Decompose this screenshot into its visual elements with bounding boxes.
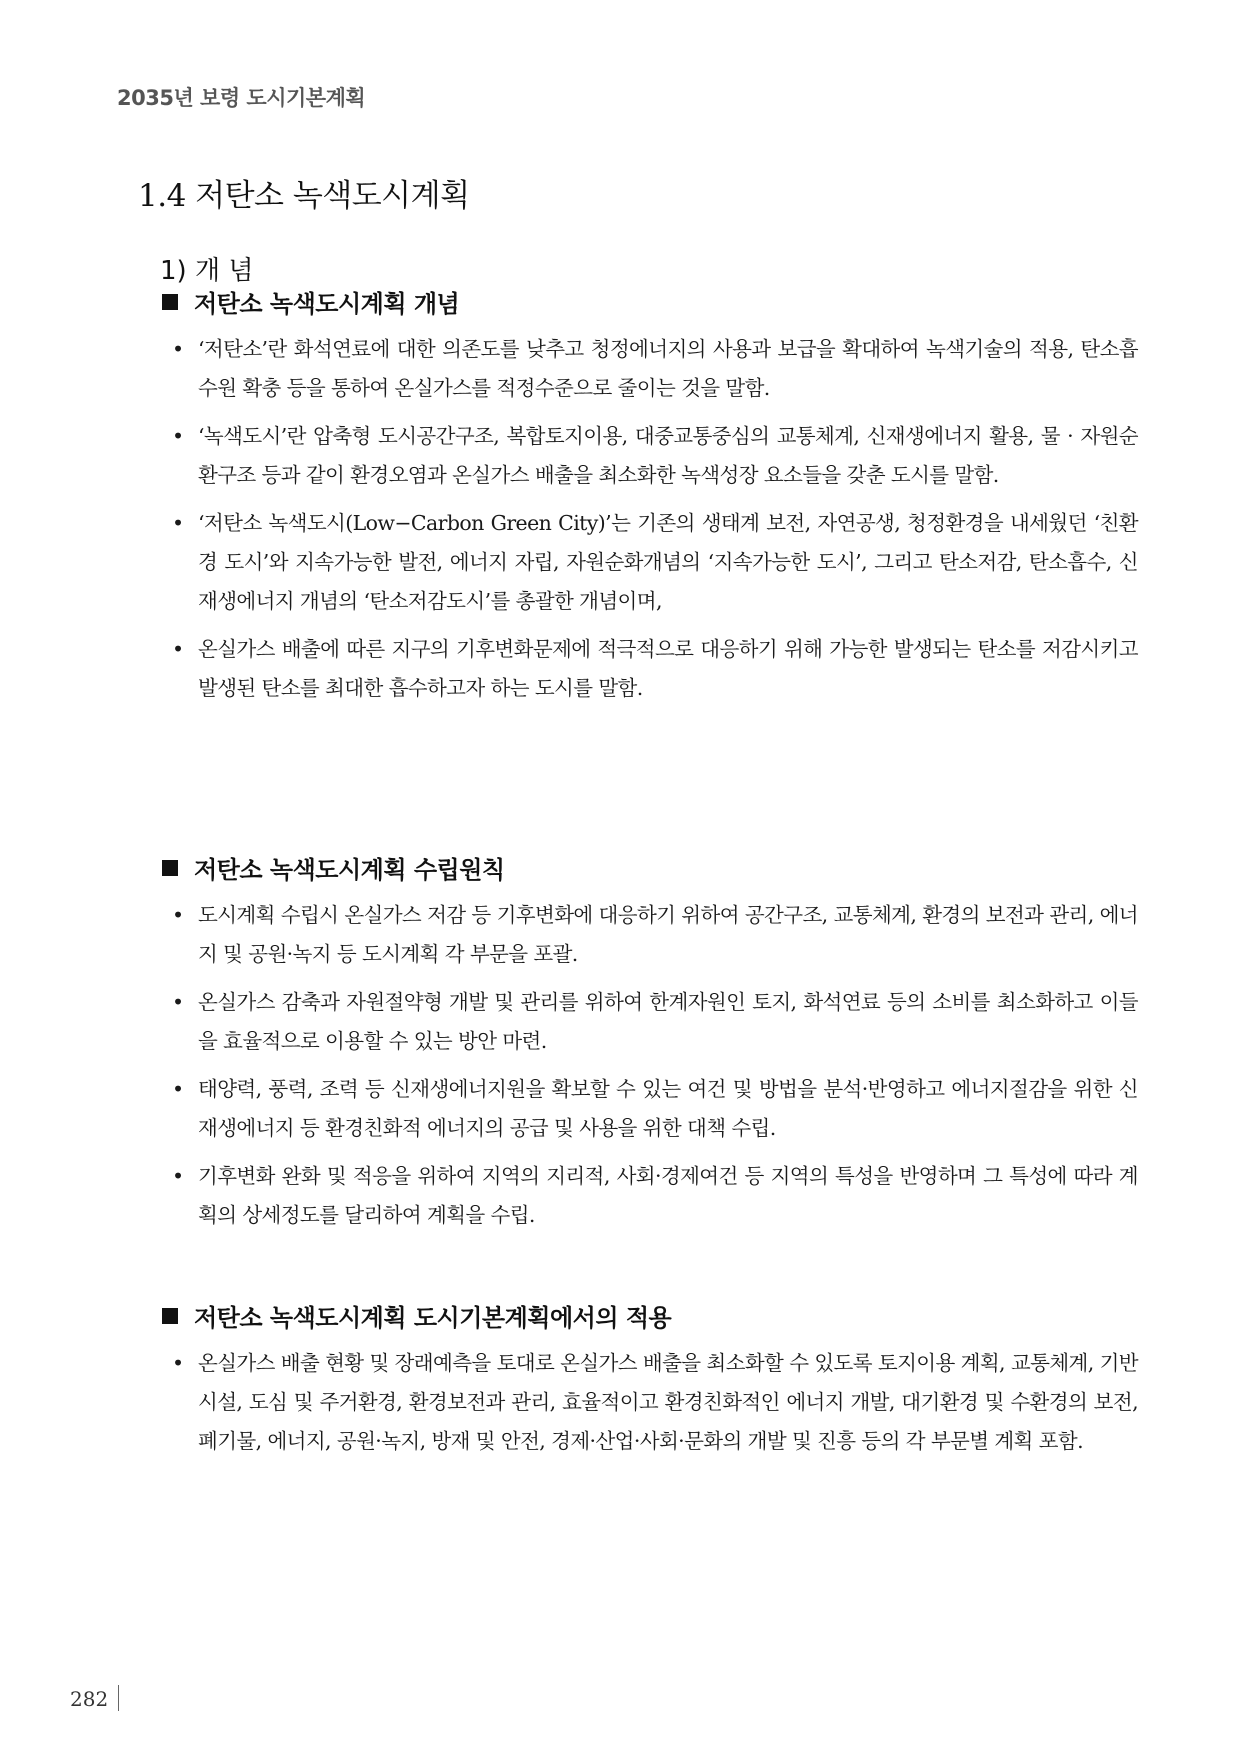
bullet-list-application: [170, 1344, 1138, 1470]
list-item: [170, 1344, 1138, 1461]
bullet-dot-icon: •: [172, 1351, 184, 1375]
list-item: [170, 330, 1138, 408]
block-heading-concept: [162, 284, 459, 319]
block-heading-text: 저탄소 녹색도시계획 수립원칙: [194, 856, 505, 884]
bullet-dot-icon: •: [172, 1164, 184, 1188]
list-item-text: 기후변화 완화 및 적응을 위하여 지역의 지리적, 사회·경제여건 등 지역의 특성을 반영하며 그 특성에 따라 계획의 상세정도를 달리하여 계획을 수립.: [198, 1164, 1138, 1227]
list-item: [170, 630, 1138, 708]
bullet-dot-icon: •: [172, 637, 184, 661]
block-heading-principles: [162, 850, 505, 885]
page-number-divider: [118, 1685, 119, 1711]
bullet-dot-icon: •: [172, 511, 184, 535]
list-item-text: ‘저탄소 녹색도시(Low−Carbon Green City)’는 기존의 생태계 보전, 자연공생, 청정환경을 내세웠던 ‘친환경 도시’와 지속가능한 발전, 에너지 자립, 자원순화개념의 ‘지속가능한 도시’, 그리고 탄소저감, 탄소흡수, 신재생에너지 개념의 ‘탄소저감도시’를 총괄한 개념이며,: [198, 511, 1138, 613]
list-item-text: 태양력, 풍력, 조력 등 신재생에너지원을 확보할 수 있는 여건 및 방법을 분석·반영하고 에너지절감을 위한 신재생에너지 등 환경친화적 에너지의 공급 및 사용을 위한 대책 수립.: [198, 1077, 1138, 1140]
list-item: [170, 504, 1138, 621]
bullet-dot-icon: •: [172, 903, 184, 927]
list-item: [170, 896, 1138, 974]
list-item-text: 도시계획 수립시 온실가스 저감 등 기후변화에 대응하기 위하여 공간구조, 교통체계, 환경의 보전과 관리, 에너지 및 공원·녹지 등 도시계획 각 부문을 포괄.: [198, 903, 1138, 966]
list-item: [170, 983, 1138, 1061]
list-item: [170, 1157, 1138, 1235]
black-square-icon: [162, 860, 178, 876]
bullet-dot-icon: •: [172, 337, 184, 361]
bullet-dot-icon: •: [172, 424, 184, 448]
page-number: 282: [70, 1687, 109, 1711]
block-heading-text: 저탄소 녹색도시계획 도시기본계획에서의 적용: [194, 1304, 672, 1332]
list-item-text: ‘저탄소’란 화석연료에 대한 의존도를 낮추고 청정에너지의 사용과 보급을 확대하여 녹색기술의 적용, 탄소흡수원 확충 등을 통하여 온실가스를 적정수준으로 줄이는 것을 말함.: [198, 337, 1138, 400]
running-header: 2035년 보령 도시기본계획: [117, 86, 366, 110]
bullet-list-principles: [170, 896, 1138, 1244]
bullet-dot-icon: •: [172, 990, 184, 1014]
bullet-list-concept: [170, 330, 1138, 717]
list-item: [170, 417, 1138, 495]
black-square-icon: [162, 1308, 178, 1324]
section-title: 1) 개 념: [160, 256, 254, 286]
black-square-icon: [162, 294, 178, 310]
list-item-text: 온실가스 배출에 따른 지구의 기후변화문제에 적극적으로 대응하기 위해 가능한 발생되는 탄소를 저감시키고 발생된 탄소를 최대한 흡수하고자 하는 도시를 말함.: [198, 637, 1138, 700]
list-item-text: ‘녹색도시’란 압축형 도시공간구조, 복합토지이용, 대중교통중심의 교통체계, 신재생에너지 활용, 물 · 자원순환구조 등과 같이 환경오염과 온실가스 배출을 최소화한 녹색성장 요소들을 갖춘 도시를 말함.: [198, 424, 1138, 487]
block-heading-application: [162, 1298, 671, 1333]
chapter-title: 1.4 저탄소 녹색도시계획: [138, 178, 470, 214]
block-heading-text: 저탄소 녹색도시계획 개념: [194, 290, 460, 318]
bullet-dot-icon: •: [172, 1077, 184, 1101]
list-item: [170, 1070, 1138, 1148]
list-item-text: 온실가스 감축과 자원절약형 개발 및 관리를 위하여 한계자원인 토지, 화석연료 등의 소비를 최소화하고 이들을 효율적으로 이용할 수 있는 방안 마련.: [198, 990, 1138, 1053]
list-item-text: 온실가스 배출 현황 및 장래예측을 토대로 온실가스 배출을 최소화할 수 있도록 토지이용 계획, 교통체계, 기반시설, 도심 및 주거환경, 환경보전과 관리, 효율적이고 환경친화적인 에너지 개발, 대기환경 및 수환경의 보전, 폐기물, 에너지, 공원·녹지, 방재 및 안전, 경제·산업·사회·문화의 개발 및 진흥 등의 각 부문별 계획 포함.: [198, 1351, 1138, 1453]
